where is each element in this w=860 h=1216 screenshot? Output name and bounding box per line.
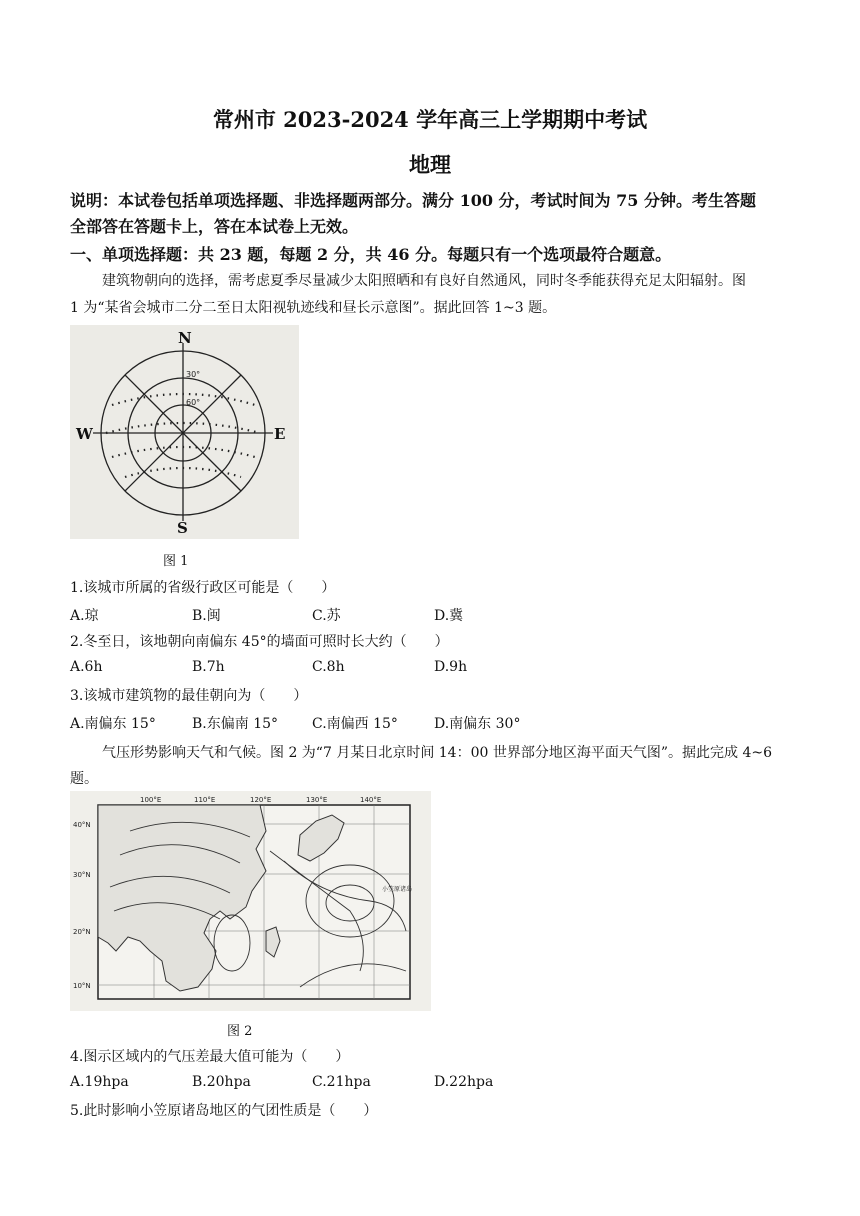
instructions-line-2: 全部答在答题卡上，答在本试卷上无效。 <box>70 217 359 236</box>
intro1-line-2: 1 为“某省会城市二分二至日太阳视轨迹线和昼长示意图”。据此回答 1~3 题。 <box>70 300 557 316</box>
question-1-option-d: D.冀 <box>434 608 464 624</box>
lat-label-30: 30°N <box>73 871 91 879</box>
question-3-option-b: B.东偏南 15° <box>192 716 279 732</box>
question-1-option-c: C.苏 <box>312 608 341 624</box>
figure-1-caption: 图 1 <box>163 554 189 569</box>
question-1-stem: 1.该城市所属的省级行政区可能是（ ） <box>70 580 336 596</box>
question-4-option-d: D.22hpa <box>434 1074 494 1090</box>
lon-label-110: 110°E <box>194 796 216 804</box>
label-south: S <box>177 519 188 537</box>
question-4-option-a: A.19hpa <box>70 1074 129 1090</box>
sun-path-svg <box>70 325 299 539</box>
figure-2-weather-map <box>70 791 431 1011</box>
label-east: E <box>274 425 286 443</box>
question-2-option-b: B.7h <box>192 659 225 675</box>
question-1-option-b: B.闽 <box>192 608 221 624</box>
figure-2-caption: 图 2 <box>227 1024 253 1039</box>
question-3-option-a: A.南偏东 15° <box>70 716 156 732</box>
question-3-option-d: D.南偏东 30° <box>434 716 521 732</box>
label-ogasawara: 小笠原诸岛 <box>382 886 413 893</box>
lat-label-40: 40°N <box>73 821 91 829</box>
question-3-option-c: C.南偏西 15° <box>312 716 398 732</box>
intro2-line-1: 气压形势影响天气和气候。图 2 为“7 月某日北京时间 14：00 世界部分地区海平面天气图”。据此完成 4~6 <box>102 745 773 761</box>
question-2-option-a: A.6h <box>70 659 103 675</box>
instructions-line-1: 说明：本试卷包括单项选择题、非选择题两部分。满分 100 分，考试时间为 75 分钟。考生答题 <box>70 191 756 210</box>
exam-title: 常州市 2023-2024 学年高三上学期期中考试 <box>212 107 648 132</box>
question-2-option-c: C.8h <box>312 659 345 675</box>
question-3-stem: 3.该城市建筑物的最佳朝向为（ ） <box>70 688 308 704</box>
question-2-stem: 2.冬至日，该地朝向南偏东 45°的墙面可照时长大约（ ） <box>70 634 449 650</box>
label-west: W <box>76 425 93 443</box>
subject-title: 地理 <box>409 152 451 177</box>
section-heading: 一、单项选择题：共 23 题，每题 2 分，共 46 分。每题只有一个选项最符合题意。 <box>70 245 672 264</box>
question-4-option-c: C.21hpa <box>312 1074 371 1090</box>
label-30deg: 30° <box>186 370 201 379</box>
lon-label-100: 100°E <box>140 796 162 804</box>
lon-label-130: 130°E <box>306 796 328 804</box>
figure-1-sun-path-diagram <box>70 325 299 539</box>
question-1-option-a: A.琼 <box>70 608 99 624</box>
question-2-option-d: D.9h <box>434 659 468 675</box>
label-60deg: 60° <box>186 398 201 407</box>
lon-label-120: 120°E <box>250 796 272 804</box>
lat-label-20: 20°N <box>73 928 91 936</box>
question-4-stem: 4.图示区域内的气压差最大值可能为（ ） <box>70 1049 350 1065</box>
label-north: N <box>178 329 192 347</box>
intro2-line-2: 题。 <box>70 771 98 787</box>
lat-label-10: 10°N <box>73 982 91 990</box>
lon-label-140: 140°E <box>360 796 382 804</box>
intro1-line-1: 建筑物朝向的选择，需考虑夏季尽量减少太阳照晒和有良好自然通风，同时冬季能获得充足太阳辐射。图 <box>102 273 746 289</box>
question-4-option-b: B.20hpa <box>192 1074 251 1090</box>
question-5-stem: 5.此时影响小笠原诸岛地区的气团性质是（ ） <box>70 1103 378 1119</box>
weather-map-svg <box>70 791 431 1011</box>
